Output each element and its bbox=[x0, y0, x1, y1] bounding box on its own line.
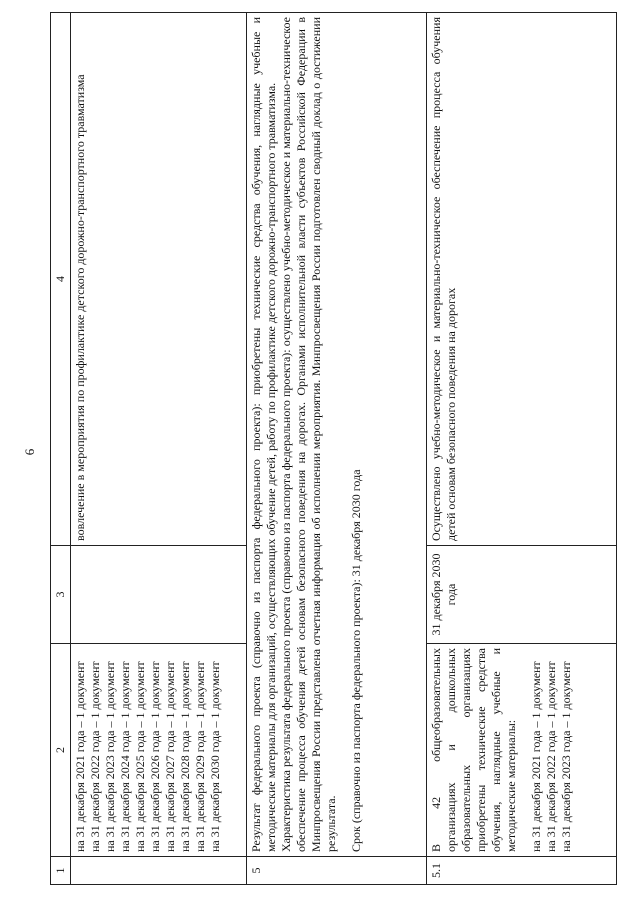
cell-description: Осуществлено учебно-методическое и материально-техническое обеспечение процесса обучения детей основам безопасного поведения на дорогах bbox=[427, 13, 617, 546]
list-item: на 31 декабря 2029 года – 1 документ bbox=[193, 661, 207, 852]
table-row-5-1 bbox=[427, 13, 617, 885]
list-item: на 31 декабря 2023 года – 1 документ bbox=[559, 661, 573, 852]
header-col-3: 3 bbox=[51, 546, 71, 644]
list-item: на 31 декабря 2024 года – 1 документ bbox=[118, 661, 132, 852]
list-item: на 31 декабря 2027 года – 1 документ bbox=[163, 661, 177, 852]
cell-empty bbox=[71, 857, 247, 885]
list-item: на 31 декабря 2022 года – 1 документ bbox=[544, 661, 558, 852]
row-number: 5.1 bbox=[427, 857, 617, 885]
list-item: на 31 декабря 2030 года – 1 документ bbox=[208, 661, 222, 852]
table-row-continuation bbox=[71, 13, 247, 885]
list-item: на 31 декабря 2026 года – 1 документ bbox=[148, 661, 162, 852]
cell-description: вовлечение в мероприятия по профилактике детского дорожно-транспортного травматизма bbox=[71, 13, 247, 546]
list-item: на 31 декабря 2025 года – 1 документ bbox=[133, 661, 147, 852]
measure-text: В 42 общеобразовательных организациях и дошкольных образовательных организациях приобретены технические средства обучения, наглядные учебные и методические материалы: bbox=[429, 648, 518, 852]
header-col-4: 4 bbox=[51, 13, 71, 546]
list-item: на 31 декабря 2028 года – 1 документ bbox=[178, 661, 192, 852]
list-item: на 31 декабря 2022 года – 1 документ bbox=[88, 661, 102, 852]
cell-result bbox=[247, 13, 427, 857]
cell-empty bbox=[71, 546, 247, 644]
list-item: на 31 декабря 2021 года – 1 документ bbox=[73, 661, 87, 852]
header-row bbox=[51, 13, 71, 885]
list-item: на 31 декабря 2021 года – 1 документ bbox=[529, 661, 543, 852]
cell-deadline: 31 декабря 2030 года bbox=[427, 546, 617, 644]
cell-measure bbox=[427, 644, 617, 857]
page-number: 6 bbox=[22, 448, 37, 456]
measures-table bbox=[50, 12, 617, 885]
deadline-text: Срок (справочно из паспорта федерального проекта): 31 декабря 2030 года bbox=[349, 469, 363, 852]
list-item: на 31 декабря 2023 года – 1 документ bbox=[103, 661, 117, 852]
row-number: 5 bbox=[247, 857, 427, 885]
result-text: Результат федерального проекта (справочно из паспорта федерального проекта): приобретены технические средства обучения, наглядные учебные и методические материалы для организаций, осуществляющих обучение детей, работу по профилактике детского дорожно-транспортного травматизма. bbox=[249, 17, 278, 852]
header-col-2: 2 bbox=[51, 644, 71, 857]
characteristic-text: Характеристика результата федерального проекта (справочно из паспорта федерального проекта): осуществлено учебно-методическое и материально-техническое обеспечение процесса обучения детей основам безопасного поведения на дорогах. Органами исполнительной власти субъектов Российской Федерации в Минпросвещения России представлена отчетная информация об исполнении мероприятия. Минпросвещения России подготовлен сводный доклад о достижении результата. bbox=[279, 17, 338, 852]
table-row-result-5 bbox=[247, 13, 427, 885]
header-col-1: 1 bbox=[51, 857, 71, 885]
cell-documents bbox=[71, 644, 247, 857]
